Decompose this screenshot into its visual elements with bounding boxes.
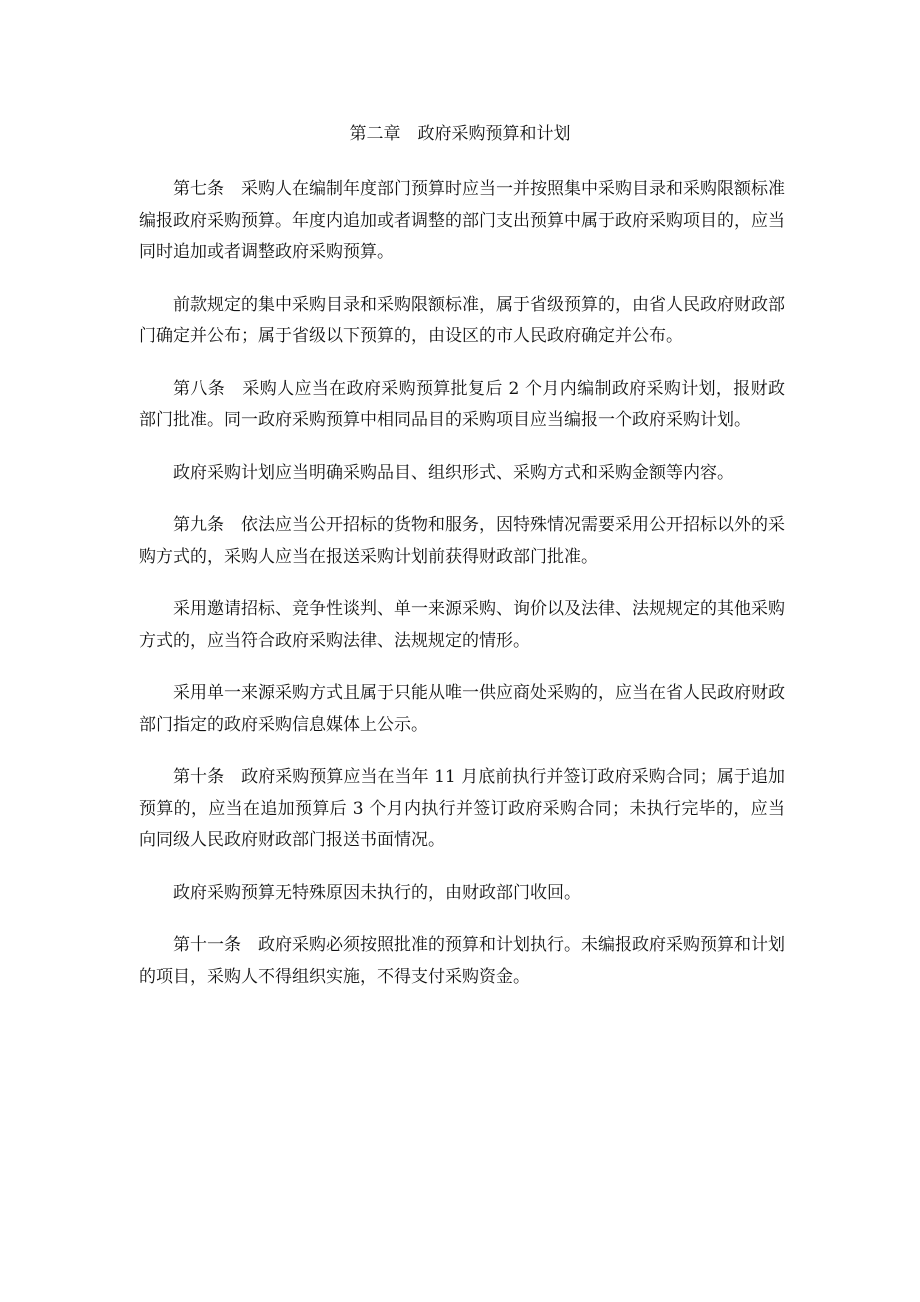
- paragraph-article-10-clause-2: 政府采购预算无特殊原因未执行的，由财政部门收回。: [173, 882, 581, 903]
- paragraph-article-9: 第九条 依法应当公开招标的货物和服务，因特殊情况需要采用公开招标以外的采购方式的，采购人应当在报送采购计划前获得财政部门批准。: [139, 515, 785, 567]
- paragraph-article-7: 第七条 采购人在编制年度部门预算时应当一并按照集中采购目录和采购限额标准编报政府采购预算。年度内追加或者调整的部门支出预算中属于政府采购项目的，应当同时追加或者调整政府采购预算。: [139, 179, 785, 262]
- document-body: [139, 174, 785, 1014]
- paragraph-article-9-clause-3: 采用单一来源采购方式且属于只能从唯一供应商处采购的，应当在省人民政府财政部门指定的政府采购信息媒体上公示。: [139, 683, 785, 735]
- paragraph-article-7-clause-2: 前款规定的集中采购目录和采购限额标准，属于省级预算的，由省人民政府财政部门确定并公布；属于省级以下预算的，由设区的市人民政府确定并公布。: [139, 294, 785, 346]
- chapter-title: 第二章 政府采购预算和计划: [349, 124, 571, 144]
- paragraph-article-11: 第十一条 政府采购必须按照批准的预算和计划执行。未编报政府采购预算和计划的项目，采购人不得组织实施，不得支付采购资金。: [139, 935, 785, 987]
- paragraph-article-9-clause-2: 采用邀请招标、竞争性谈判、单一来源采购、询价以及法律、法规规定的其他采购方式的，应当符合政府采购法律、法规规定的情形。: [139, 599, 785, 651]
- paragraph-article-8: 第八条 采购人应当在政府采购预算批复后 2 个月内编制政府采购计划，报财政部门批准。同一政府采购预算中相同品目的采购项目应当编报一个政府采购计划。: [139, 378, 785, 430]
- paragraph-article-10: 第十条 政府采购预算应当在当年 11 月底前执行并签订政府采购合同；属于追加预算的，应当在追加预算后 3 个月内执行并签订政府采购合同；未执行完毕的，应当向同级人民政府财政部门报送书面情况。: [139, 767, 785, 850]
- paragraph-article-8-clause-2: 政府采购计划应当明确采购品目、组织形式、采购方式和采购金额等内容。: [173, 462, 734, 483]
